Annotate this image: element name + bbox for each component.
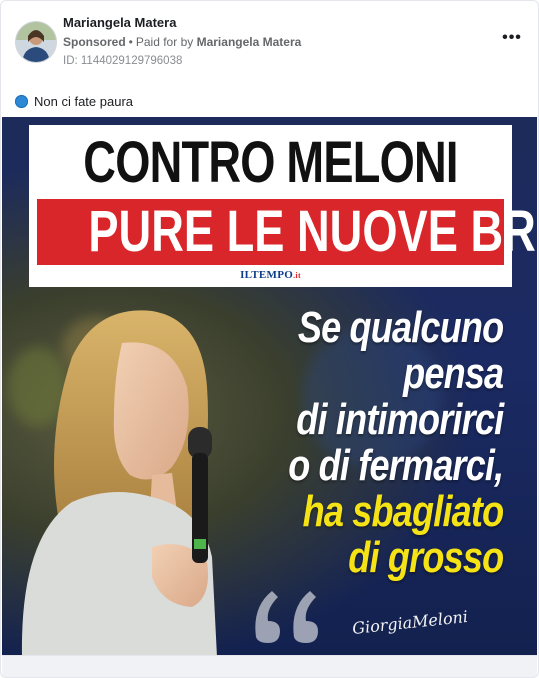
post-caption	[15, 92, 133, 110]
headline-red-banner	[37, 199, 536, 265]
newspaper-logo	[29, 269, 512, 281]
page-name[interactable]: Mariangela Matera	[63, 15, 177, 30]
newspaper-name: ILTEMPO	[240, 269, 294, 281]
speaker-photo	[2, 297, 262, 655]
quote-line: pensa	[402, 349, 503, 398]
payer-name[interactable]: Mariangela Matera	[196, 35, 302, 49]
quote-line-highlight: ha sbagliato	[302, 487, 503, 536]
avatar[interactable]	[15, 21, 57, 63]
ad-id: ID: 1144029129796038	[63, 55, 183, 67]
headline-line-1: CONTRO MELONI	[83, 130, 458, 195]
newspaper-domain-suffix: .it	[293, 271, 301, 280]
quote-line: o di fermarci,	[287, 441, 503, 490]
sponsored-meta	[63, 35, 301, 49]
avatar-portrait-icon	[16, 22, 56, 62]
paid-for-prefix: Paid for by	[135, 35, 194, 49]
sponsored-label: Sponsored	[63, 35, 126, 49]
quote-line: Se qualcuno	[297, 303, 503, 352]
caption-text: Non ci fate paura	[34, 93, 134, 109]
post-header	[15, 13, 524, 73]
signature: GiorgiaMeloni	[351, 606, 469, 639]
quotation-marks-icon	[250, 577, 330, 647]
meta-separator: •	[128, 35, 133, 49]
blue-circle-emoji-icon	[15, 95, 28, 108]
quote-text	[288, 305, 503, 581]
quote-line: di intimorirci	[295, 395, 503, 444]
card-footer	[2, 655, 537, 678]
headline-box	[29, 125, 536, 287]
headline-line-2: PURE LE NUOVE BR	[88, 199, 536, 264]
more-options-button[interactable]: •••	[502, 29, 522, 46]
ad-creative-image[interactable]	[2, 117, 537, 655]
quote-line-highlight: di grosso	[347, 533, 503, 582]
